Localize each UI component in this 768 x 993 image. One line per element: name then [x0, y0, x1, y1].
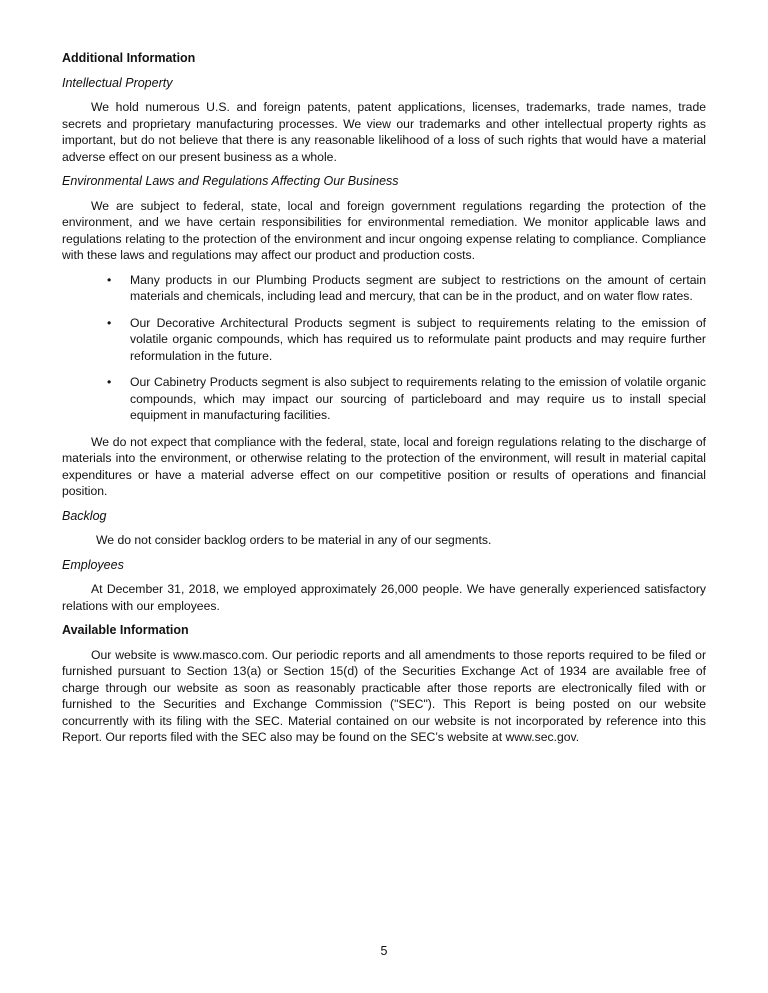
backlog-paragraph: We do not consider backlog orders to be material in any of our segments. — [96, 533, 492, 547]
intellectual-property-heading: Intellectual Property — [62, 75, 173, 90]
employees-heading: Employees — [62, 557, 124, 572]
available-information-heading: Available Information — [62, 623, 189, 637]
available-paragraph: Our website is www.masco.com. Our periodic reports and all amendments to those reports required to be filed or furnished pursuant to Section 13(a) or Section 15(d) of the Securities Exchange Act of 1934 are available free of charge through our website as soon as reasonably practicable after those reports are electronically filed with or furnished to the Securities and Exchange Commission ("SEC"). This Report is being posted on our website concurrently with its filing with the SEC. Material contained on our website is not incorporated by reference into this Report. Our reports filed with the SEC also may be found on the SEC’s website at www.sec.gov. — [62, 647, 706, 744]
bullet-item: • Our Cabinetry Products segment is also subject to requirements relating to the emission of volatile organic compounds, which may impact our sourcing of particleboard and may require us to install special equipment in manufacturing facilities. — [62, 374, 706, 424]
employees-paragraph: At December 31, 2018, we employed approximately 26,000 people. We have generally experienced satisfactory relations with our employees. — [62, 582, 706, 613]
backlog-heading: Backlog — [62, 508, 107, 523]
environmental-heading: Environmental Laws and Regulations Affecting Our Business — [62, 174, 399, 188]
page-number: 5 — [380, 944, 388, 958]
ip-paragraph: We hold numerous U.S. and foreign patents, patent applications, licenses, trademarks, trade names, trade secrets and proprietary manufacturing processes. We view our trademarks and other intellectual property rights as important, but do not believe that there is any reasonable likelihood of a loss of such rights that would have a material adverse effect on our present business as a whole. — [62, 100, 706, 164]
environmental-paragraph-2: We do not expect that compliance with the federal, state, local and foreign regulations relating to the discharge of materials into the environment, or otherwise relating to the protection of the environment, will result in material capital expenditures or have a material adverse effect on our competitive position or results of operations and financial position. — [62, 434, 706, 498]
environmental-bullets — [62, 272, 706, 424]
additional-information-heading: Additional Information — [62, 51, 196, 65]
environmental-paragraph: We are subject to federal, state, local and foreign government regulations regarding the protection of the environment, and we have certain responsibilities for environmental remediation. We monitor applicable laws and regulations relating to the protection of the environment and incur ongoing expense relating to compliance. Compliance with these laws and regulations may affect our product and production costs. — [62, 198, 706, 262]
bullet-item: • Many products in our Plumbing Products segment are subject to restrictions on the amount of certain materials and chemicals, including lead and mercury, that can be in the product, and on water flow rates. — [62, 272, 706, 305]
bullet-item: • Our Decorative Architectural Products segment is subject to requirements relating to the emission of volatile organic compounds, which has required us to reformulate paint products and may require further reformulation in the future. — [62, 315, 706, 365]
